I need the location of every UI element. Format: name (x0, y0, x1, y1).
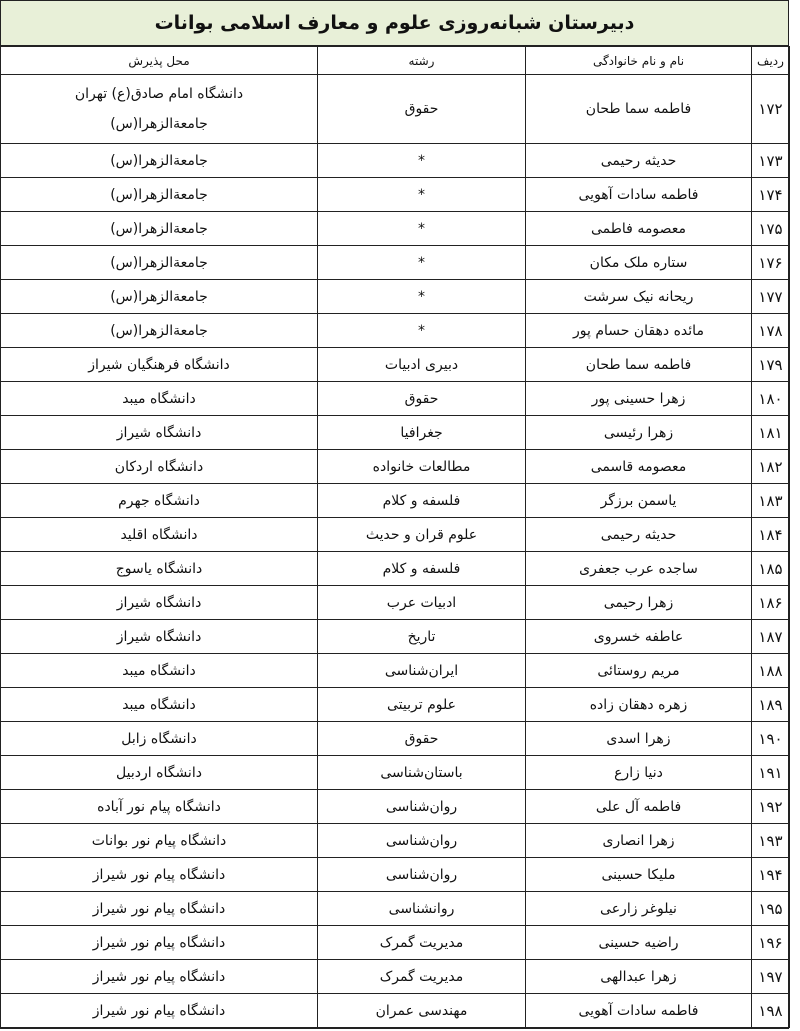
admission-place: دانشگاه شیراز (1, 586, 318, 620)
row-index: ۱۷۲ (752, 75, 790, 144)
admission-place-line-2: جامعةالزهرا(س) (110, 116, 208, 132)
student-name: حدیثه رحیمی (526, 518, 752, 552)
row-index: ۱۸۵ (752, 552, 790, 586)
admission-place: دانشگاه پیام نور شیراز (1, 858, 318, 892)
admission-place: دانشگاه میبد (1, 688, 318, 722)
table-row (1, 484, 790, 518)
student-name: فاطمه سادات آهویی (526, 994, 752, 1028)
admission-place: جامعةالزهرا(س) (1, 212, 318, 246)
row-index: ۱۸۴ (752, 518, 790, 552)
header-index: ردیف (752, 47, 790, 75)
admission-place: دانشگاه اردبیل (1, 756, 318, 790)
student-name: راضیه حسینی (526, 926, 752, 960)
student-name: زهرا عبدالهی (526, 960, 752, 994)
table-row (1, 178, 790, 212)
student-name: زهرا رحیمی (526, 586, 752, 620)
table-row (1, 688, 790, 722)
student-name: زهرا رئیسی (526, 416, 752, 450)
header-row (1, 47, 790, 75)
field-of-study: باستان‌شناسی (318, 756, 526, 790)
table-row (1, 518, 790, 552)
admission-place: دانشگاه جهرم (1, 484, 318, 518)
field-of-study: ایران‌شناسی (318, 654, 526, 688)
admission-place: دانشگاه شیراز (1, 416, 318, 450)
field-of-study: روانشناسی (318, 892, 526, 926)
student-name: فاطمه سما طحان (526, 75, 752, 144)
student-name: معصومه قاسمی (526, 450, 752, 484)
table-row (1, 586, 790, 620)
table-row (1, 212, 790, 246)
table-row (1, 858, 790, 892)
table-row (1, 280, 790, 314)
field-of-study: روان‌شناسی (318, 858, 526, 892)
row-index: ۱۹۰ (752, 722, 790, 756)
table-row (1, 75, 790, 144)
field-of-study: حقوق (318, 382, 526, 416)
row-index: ۱۸۶ (752, 586, 790, 620)
header-name: نام و نام خانوادگی (526, 47, 752, 75)
row-index: ۱۸۳ (752, 484, 790, 518)
student-name: زهرا انصاری (526, 824, 752, 858)
field-of-study: * (318, 280, 526, 314)
admission-place: دانشگاه اقلید (1, 518, 318, 552)
table-row (1, 314, 790, 348)
student-name: معصومه فاطمی (526, 212, 752, 246)
table-row (1, 246, 790, 280)
row-index: ۱۷۳ (752, 144, 790, 178)
field-of-study: فلسفه و کلام (318, 552, 526, 586)
field-of-study: علوم تربیتی (318, 688, 526, 722)
row-index: ۱۹۱ (752, 756, 790, 790)
field-of-study: حقوق (318, 722, 526, 756)
row-index: ۱۷۹ (752, 348, 790, 382)
field-of-study: حقوق (318, 75, 526, 144)
admissions-table (0, 46, 790, 1028)
student-name: ریحانه نیک سرشت (526, 280, 752, 314)
student-name: زهرا اسدی (526, 722, 752, 756)
admission-place: دانشگاه زابل (1, 722, 318, 756)
row-index: ۱۸۹ (752, 688, 790, 722)
admission-place: جامعةالزهرا(س) (1, 246, 318, 280)
field-of-study: * (318, 178, 526, 212)
student-name: زهره دهقان زاده (526, 688, 752, 722)
table-row (1, 552, 790, 586)
row-index: ۱۸۸ (752, 654, 790, 688)
field-of-study: علوم قران و حدیث (318, 518, 526, 552)
table-row (1, 416, 790, 450)
field-of-study: تاریخ (318, 620, 526, 654)
admission-place: دانشگاه میبد (1, 654, 318, 688)
table-row (1, 382, 790, 416)
table-row (1, 654, 790, 688)
row-index: ۱۸۱ (752, 416, 790, 450)
student-name: عاطفه خسروی (526, 620, 752, 654)
admission-place: دانشگاه اردکان (1, 450, 318, 484)
field-of-study: مدیریت گمرک (318, 960, 526, 994)
table-row (1, 892, 790, 926)
page-title: دبیرستان شبانه‌روزی علوم و معارف اسلامی بوانات (1, 1, 788, 46)
row-index: ۱۸۰ (752, 382, 790, 416)
row-index: ۱۹۶ (752, 926, 790, 960)
row-index: ۱۹۴ (752, 858, 790, 892)
admission-place: دانشگاه پیام نور شیراز (1, 926, 318, 960)
row-index: ۱۷۸ (752, 314, 790, 348)
row-index: ۱۸۷ (752, 620, 790, 654)
field-of-study: مهندسی عمران (318, 994, 526, 1028)
admission-place: دانشگاه پیام نور شیراز (1, 960, 318, 994)
table-row (1, 348, 790, 382)
row-index: ۱۹۸ (752, 994, 790, 1028)
table-row (1, 722, 790, 756)
table-row (1, 790, 790, 824)
admission-place: جامعةالزهرا(س) (1, 178, 318, 212)
row-index: ۱۷۵ (752, 212, 790, 246)
student-name: دنیا زارع (526, 756, 752, 790)
table-row (1, 994, 790, 1028)
admission-place: دانشگاه پیام نور شیراز (1, 892, 318, 926)
row-index: ۱۹۳ (752, 824, 790, 858)
row-index: ۱۹۲ (752, 790, 790, 824)
field-of-study: دبیری ادبیات (318, 348, 526, 382)
table-row (1, 144, 790, 178)
header-field: رشته (318, 47, 526, 75)
field-of-study: روان‌شناسی (318, 824, 526, 858)
field-of-study: روان‌شناسی (318, 790, 526, 824)
student-name: یاسمن برزگر (526, 484, 752, 518)
student-name: فاطمه سادات آهویی (526, 178, 752, 212)
student-name: زهرا حسینی پور (526, 382, 752, 416)
field-of-study: * (318, 144, 526, 178)
table-row (1, 620, 790, 654)
row-index: ۱۸۲ (752, 450, 790, 484)
student-name: مائده دهقان حسام پور (526, 314, 752, 348)
admission-place: دانشگاه پیام نور شیراز (1, 994, 318, 1028)
admission-place: دانشگاه پیام نور بوانات (1, 824, 318, 858)
table-row (1, 756, 790, 790)
field-of-study: * (318, 314, 526, 348)
admission-place: دانشگاه شیراز (1, 620, 318, 654)
row-index: ۱۹۵ (752, 892, 790, 926)
admission-place: جامعةالزهرا(س) (1, 144, 318, 178)
admission-place-line-1: دانشگاه امام صادق(ع) تهران (74, 86, 244, 102)
row-index: ۱۷۷ (752, 280, 790, 314)
student-name: ساجده عرب جعفری (526, 552, 752, 586)
student-name: ستاره ملک مکان (526, 246, 752, 280)
student-name: حدیثه رحیمی (526, 144, 752, 178)
student-name: ملیکا حسینی (526, 858, 752, 892)
table-row (1, 450, 790, 484)
table-row (1, 926, 790, 960)
table-row (1, 824, 790, 858)
field-of-study: فلسفه و کلام (318, 484, 526, 518)
student-name: نیلوغر زارعی (526, 892, 752, 926)
student-name: مریم روستائی (526, 654, 752, 688)
admission-place (1, 75, 318, 144)
admission-place: دانشگاه پیام نور آباده (1, 790, 318, 824)
student-name: فاطمه آل علی (526, 790, 752, 824)
table-row (1, 960, 790, 994)
field-of-study: ادبیات عرب (318, 586, 526, 620)
field-of-study: * (318, 212, 526, 246)
admission-place: جامعةالزهرا(س) (1, 280, 318, 314)
admission-place: جامعةالزهرا(س) (1, 314, 318, 348)
row-index: ۱۷۶ (752, 246, 790, 280)
field-of-study: جغرافیا (318, 416, 526, 450)
field-of-study: * (318, 246, 526, 280)
admission-place: دانشگاه فرهنگیان شیراز (1, 348, 318, 382)
admission-place: دانشگاه میبد (1, 382, 318, 416)
header-place: محل پذیرش (1, 47, 318, 75)
row-index: ۱۹۷ (752, 960, 790, 994)
field-of-study: مدیریت گمرک (318, 926, 526, 960)
row-index: ۱۷۴ (752, 178, 790, 212)
field-of-study: مطالعات خانواده (318, 450, 526, 484)
admission-place: دانشگاه یاسوج (1, 552, 318, 586)
student-name: فاطمه سما طحان (526, 348, 752, 382)
